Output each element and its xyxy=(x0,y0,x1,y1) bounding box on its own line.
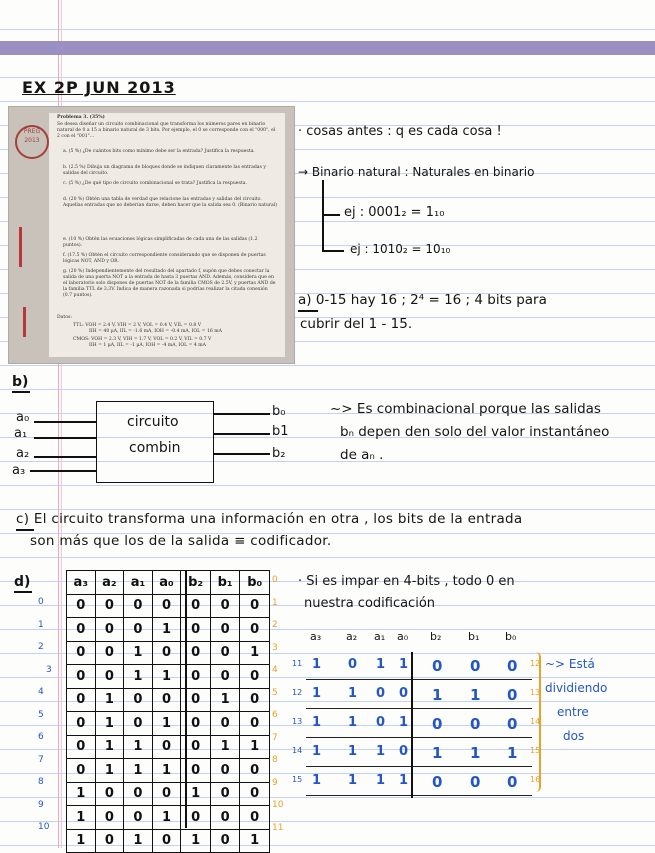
row-label: 7 xyxy=(38,754,44,765)
table2-cell: 0 xyxy=(432,773,443,791)
table2-row-separator xyxy=(306,679,532,680)
table2-cell: 0 xyxy=(470,715,481,733)
section-c-line1: c) El circuito transforma una información en otra , los bits de la entrada xyxy=(16,511,523,527)
table-row xyxy=(67,782,270,806)
table-cell: 0 xyxy=(240,712,270,736)
table2-cell: 0 xyxy=(348,657,358,672)
table-cell: 1 xyxy=(210,735,240,759)
stamp-text: PREG 2013 xyxy=(23,128,41,144)
table-cell: 0 xyxy=(240,759,270,783)
table-cell: 0 xyxy=(95,665,124,689)
ttl-data: TTL: VOH = 2.4 V, VIH = 2 V, VOL = 0.4 V, VIL = 0.8 V xyxy=(73,323,202,328)
table2-cell: 1 xyxy=(348,715,358,730)
table2-cell: 1 xyxy=(376,773,386,788)
table-cell: 0 xyxy=(210,665,240,689)
table2-cell: 1 xyxy=(312,773,322,788)
table-cell: 1 xyxy=(240,641,270,665)
table-row xyxy=(67,712,270,736)
table-cell: 0 xyxy=(210,594,240,618)
table2-header-cell: a₀ xyxy=(397,630,409,643)
table-cell: 0 xyxy=(210,712,240,736)
table-cell: 1 xyxy=(152,759,181,783)
problem-item: b. (2.5 %) Dibuja un diagrama de bloques donde se indiquen claramente las entradas y salidas del circuito. xyxy=(63,165,266,176)
row-mark: 7 xyxy=(272,732,278,743)
page-title: EX 2P JUN 2013 xyxy=(22,78,176,97)
table2-cell: 1 xyxy=(470,744,481,762)
table2-cell: 0 xyxy=(470,773,481,791)
truth-table-header-cell: b₂ xyxy=(181,571,211,595)
row-mark: 6 xyxy=(272,710,278,720)
table2-cell: 1 xyxy=(399,773,409,788)
table-cell: 0 xyxy=(240,665,270,689)
input-a0: a₀ xyxy=(16,410,30,425)
table-cell: 1 xyxy=(124,829,153,853)
table-row xyxy=(67,735,270,759)
note-binario: → Binario natural : Naturales en binario xyxy=(298,165,535,179)
table2-cell: 1 xyxy=(507,744,518,762)
table-row xyxy=(67,665,270,689)
table-row xyxy=(67,759,270,783)
blue-note-line: dividiendo xyxy=(545,681,608,695)
table-cell: 1 xyxy=(95,688,124,712)
wire-a3 xyxy=(30,470,96,472)
table-cell: 0 xyxy=(181,688,211,712)
table2-cell: 1 xyxy=(348,686,358,701)
table-cell: 0 xyxy=(240,618,270,642)
table2-cell: 0 xyxy=(399,686,409,701)
problem-intro: Se desea diseñar un circuito combinacional que transforma los números pares en binario natural de 0 a 15 a binario natural de 3 bits. Por ejemplo, el 0 se corresponde con el "000", el 2 con el "001"... xyxy=(57,122,276,139)
truth-table-divider xyxy=(185,570,187,828)
table-cell: 0 xyxy=(124,806,153,830)
row-mark: 8 xyxy=(272,755,278,765)
table-row xyxy=(67,688,270,712)
table-row xyxy=(67,594,270,618)
row-label: 3 xyxy=(46,664,52,675)
row-label: 5 xyxy=(38,709,44,720)
output-b1: b1 xyxy=(272,424,289,439)
comment-b-line2: bₙ depen den solo del valor instantáneo xyxy=(340,424,610,440)
note-cosas: · cosas antes : q es cada cosa ! xyxy=(298,124,502,139)
table-cell: 0 xyxy=(152,829,181,853)
comment-b-line3: de aₙ . xyxy=(340,447,384,463)
table-cell: 0 xyxy=(152,735,181,759)
table2-cell: 0 xyxy=(507,715,518,733)
table-row xyxy=(67,618,270,642)
truth-table-header-row xyxy=(67,571,270,595)
output-b0: b₀ xyxy=(272,404,286,419)
table2-cell: 1 xyxy=(376,744,386,759)
cmos-data-2: IIH = 1 µA, IIL = -1 µA, IOH = -4 mA, IOL = 4 mA xyxy=(89,343,206,348)
table-cell: 0 xyxy=(181,735,211,759)
table-cell: 0 xyxy=(181,665,211,689)
table-cell: 1 xyxy=(95,759,124,783)
note-d-line1: · Si es impar en 4-bits , todo 0 en xyxy=(298,574,515,589)
table-cell: 1 xyxy=(67,782,96,806)
section-b-label: b) xyxy=(12,374,29,390)
table2-row-separator xyxy=(306,795,532,796)
section-d-label: d) xyxy=(14,574,31,590)
table2-header-cell: b₁ xyxy=(468,630,480,643)
table-cell: 0 xyxy=(67,594,96,618)
wire-a2 xyxy=(34,456,96,458)
example-2: ej : 1010₂ = 10₁₀ xyxy=(350,242,451,256)
problem-item: a. (5 %) ¿De cuántos bits como mínimo debe ser la entrada? Justifica la respuesta. xyxy=(63,149,255,154)
table-cell: 0 xyxy=(124,782,153,806)
table-cell: 1 xyxy=(210,688,240,712)
cmos-data: CMOS: VOH = 2.3 V, VIH = 1.7 V, VOL = 0.2 V, VIL = 0.7 V xyxy=(73,337,212,342)
table2-cell: 1 xyxy=(376,657,386,672)
table2-cell: 1 xyxy=(312,715,322,730)
table-cell: 1 xyxy=(181,829,211,853)
table2-cell: 1 xyxy=(312,744,322,759)
table-cell: 0 xyxy=(67,641,96,665)
row-mark: 10 xyxy=(272,800,284,810)
table-cell: 1 xyxy=(124,641,153,665)
input-a1: a₁ xyxy=(14,426,28,441)
preg-stamp xyxy=(15,125,49,159)
row-label: 8 xyxy=(38,777,44,787)
row-mark: 1 xyxy=(272,597,278,608)
row-label: 0 xyxy=(38,597,44,607)
table2-cell: 0 xyxy=(432,715,443,733)
table2-cell: 1 xyxy=(348,773,358,788)
bracket-arrow xyxy=(322,250,344,252)
data-label: Datos: xyxy=(57,315,72,320)
table2-header-cell: a₁ xyxy=(374,630,386,643)
underline-a xyxy=(298,310,318,312)
row-label: 9 xyxy=(38,799,44,810)
red-mark xyxy=(23,307,26,337)
table-cell: 0 xyxy=(210,641,240,665)
table-cell: 0 xyxy=(67,712,96,736)
table-cell: 1 xyxy=(67,806,96,830)
table-cell: 0 xyxy=(95,782,124,806)
row-label: 1 xyxy=(38,619,44,630)
section-c-line2: son más que los de la salida ≡ codificador. xyxy=(30,533,332,549)
table-cell: 0 xyxy=(240,782,270,806)
row-label: 6 xyxy=(38,732,44,742)
table-cell: 1 xyxy=(152,618,181,642)
ttl-data-2: IIH = 40 µA, IIL = -1.6 mA, IOH = -0.4 mA, IOL = 16 mA xyxy=(89,329,222,334)
table-cell: 0 xyxy=(124,712,153,736)
blue-note-line: ~> Está xyxy=(545,657,595,671)
row-mark: 13 xyxy=(530,688,541,697)
table-cell: 0 xyxy=(67,688,96,712)
table-cell: 0 xyxy=(240,688,270,712)
wire-b1 xyxy=(214,433,270,435)
table2-header-cell: b₂ xyxy=(430,630,442,643)
table-cell: 0 xyxy=(210,759,240,783)
row-label: 2 xyxy=(38,642,44,652)
truth-table-header-cell: a₀ xyxy=(152,571,181,595)
problem-item: g. (20 %) Independientemente del resultado del apartado f, supón que debes conectar la salida de una puerta NOT a la entrada de hasta 3 puertas AND. Además, considera que en el laboratorio solo dispones de puertas NOT de la familia CMOS de 2.5V, y puertas AND de la familia TTL de 3.3V. Indica de manera razonada si podrías realizar la citada conexión (0.7 puntos). xyxy=(63,269,276,298)
row-label: 4 xyxy=(38,687,44,697)
table-cell: 0 xyxy=(124,594,153,618)
purple-header-band xyxy=(0,41,655,55)
table-cell: 0 xyxy=(181,594,211,618)
table2-row-separator xyxy=(306,708,532,709)
problem-item: d. (20 %) Obtén una tabla de verdad que relacione las entradas y salidas del circuito. Aquellas entradas que no deberían darse, deben hacer que la salida sea 0. (Binario natural) xyxy=(63,197,278,208)
circuit-block xyxy=(96,401,214,483)
table-cell: 1 xyxy=(124,735,153,759)
orange-brace xyxy=(536,652,541,792)
table2-header-cell: a₂ xyxy=(346,630,358,643)
block-label-1: circuito xyxy=(127,414,179,430)
table-cell: 1 xyxy=(240,735,270,759)
block-label-2: combin xyxy=(129,440,181,456)
row-mark: 3 xyxy=(272,642,278,653)
table2-cell: 0 xyxy=(399,744,409,759)
table2-cell: 1 xyxy=(399,657,409,672)
row-mark: 0 xyxy=(272,575,278,585)
table2-cell: 0 xyxy=(376,715,386,730)
wire-a1 xyxy=(34,437,96,439)
answer-a-line1: a) 0-15 hay 16 ; 2⁴ = 16 ; 4 bits para xyxy=(298,292,547,308)
truth-table-header-cell: a₃ xyxy=(67,571,96,595)
table2-cell: 1 xyxy=(399,715,409,730)
table-cell: 0 xyxy=(240,806,270,830)
table-cell: 0 xyxy=(210,829,240,853)
row-label: 10 xyxy=(38,822,50,832)
table-cell: 0 xyxy=(181,641,211,665)
table-cell: 0 xyxy=(181,618,211,642)
problem-item: e. (10 %) Obtén las ecuaciones lógicas simplificadas de cada una de las salidas (1.2 puntos). xyxy=(63,237,258,248)
table2-header-cell: b₀ xyxy=(505,630,517,643)
table2-cell: 0 xyxy=(376,686,386,701)
table-cell: 0 xyxy=(152,782,181,806)
truth-table-header-cell: a₁ xyxy=(124,571,153,595)
table2-cell: 1 xyxy=(432,686,443,704)
table2-cell: 1 xyxy=(470,686,481,704)
problem-title: Problema 3. (35%) xyxy=(57,115,105,120)
row-label: 13 xyxy=(292,717,303,726)
table-cell: 0 xyxy=(181,759,211,783)
comment-b-line1: ~> Es combinacional porque las salidas xyxy=(330,401,601,417)
table-cell: 0 xyxy=(181,712,211,736)
table-row xyxy=(67,641,270,665)
wire-b2 xyxy=(214,453,270,455)
table-cell: 0 xyxy=(95,594,124,618)
row-mark: 4 xyxy=(272,665,278,675)
problem-item: c. (5 %) ¿De qué tipo de circuito combinacional se trata? Justifica la respuesta. xyxy=(63,181,247,186)
table2-cell: 1 xyxy=(432,744,443,762)
table-cell: 0 xyxy=(124,618,153,642)
problem-item: f. (17.5 %) Obtén el circuito correspondiente considerando que se disponen de puertas lógicas NOT, AND y OR. xyxy=(63,253,266,264)
table-cell: 0 xyxy=(67,735,96,759)
truth-table-header-cell: a₂ xyxy=(95,571,124,595)
output-b2: b₂ xyxy=(272,446,286,461)
table2-cell: 0 xyxy=(432,657,443,675)
table-cell: 1 xyxy=(95,712,124,736)
underline-c xyxy=(16,529,34,531)
table-cell: 0 xyxy=(210,618,240,642)
table2-cell: 1 xyxy=(312,686,322,701)
truth-table xyxy=(66,570,270,853)
table-cell: 0 xyxy=(152,594,181,618)
blue-note-line: dos xyxy=(563,729,585,743)
row-mark: 15 xyxy=(530,746,541,755)
row-mark: 2 xyxy=(272,620,278,630)
row-label: 15 xyxy=(292,775,303,784)
row-label: 11 xyxy=(292,659,303,668)
table2-cell: 0 xyxy=(507,773,518,791)
row-mark: 16 xyxy=(530,775,541,784)
table2-row-separator xyxy=(306,737,532,738)
input-a3: a₃ xyxy=(12,463,26,478)
table-cell: 1 xyxy=(152,712,181,736)
table-cell: 1 xyxy=(152,665,181,689)
underline-d xyxy=(14,591,32,593)
table2-header-cell: a₃ xyxy=(310,630,322,643)
table-cell: 0 xyxy=(95,641,124,665)
table-cell: 0 xyxy=(152,688,181,712)
row-mark: 12 xyxy=(530,659,541,668)
blue-note xyxy=(545,652,607,748)
table-cell: 0 xyxy=(67,759,96,783)
table-cell: 1 xyxy=(124,665,153,689)
table-cell: 0 xyxy=(181,806,211,830)
table2-cell: 0 xyxy=(507,657,518,675)
table2-cell: 1 xyxy=(312,657,322,672)
table-cell: 0 xyxy=(240,594,270,618)
bracket-arrow xyxy=(322,214,340,216)
wire-b0 xyxy=(214,413,270,415)
exam-photo xyxy=(8,106,295,364)
note-d-line2: nuestra codificación xyxy=(304,596,436,611)
row-label: 12 xyxy=(292,688,303,697)
wire-a0 xyxy=(34,421,96,423)
truth-table-header-cell: b₁ xyxy=(210,571,240,595)
table2-cell: 1 xyxy=(348,744,358,759)
red-mark xyxy=(19,227,22,267)
table2-row-separator xyxy=(306,766,532,767)
table-cell: 0 xyxy=(124,688,153,712)
row-mark: 11 xyxy=(272,822,284,833)
table-cell: 1 xyxy=(124,759,153,783)
answer-a-line2: cubrir del 1 - 15. xyxy=(300,316,413,332)
table-cell: 0 xyxy=(95,806,124,830)
exam-paper xyxy=(49,113,285,357)
table-cell: 0 xyxy=(95,829,124,853)
table-cell: 0 xyxy=(210,806,240,830)
table-cell: 0 xyxy=(67,665,96,689)
example-1: ej : 0001₂ = 1₁₀ xyxy=(344,205,445,220)
table-row xyxy=(67,806,270,830)
table2-cell: 0 xyxy=(470,657,481,675)
table-cell: 0 xyxy=(152,641,181,665)
table-cell: 1 xyxy=(95,735,124,759)
table-cell: 0 xyxy=(210,782,240,806)
row-label: 14 xyxy=(292,746,303,755)
row-mark: 14 xyxy=(530,717,541,726)
table-cell: 1 xyxy=(240,829,270,853)
row-mark: 9 xyxy=(272,777,278,788)
table-cell: 0 xyxy=(95,618,124,642)
table-row xyxy=(67,829,270,853)
table-cell: 1 xyxy=(181,782,211,806)
table-cell: 1 xyxy=(67,829,96,853)
underline-b xyxy=(12,391,30,393)
blue-note-line: entre xyxy=(557,705,589,719)
table2-divider xyxy=(411,652,413,798)
truth-table-header-cell: b₀ xyxy=(240,571,270,595)
row-mark: 5 xyxy=(272,687,278,698)
input-a2: a₂ xyxy=(16,446,30,461)
table2-cell: 0 xyxy=(507,686,518,704)
table-cell: 1 xyxy=(152,806,181,830)
table-cell: 0 xyxy=(67,618,96,642)
